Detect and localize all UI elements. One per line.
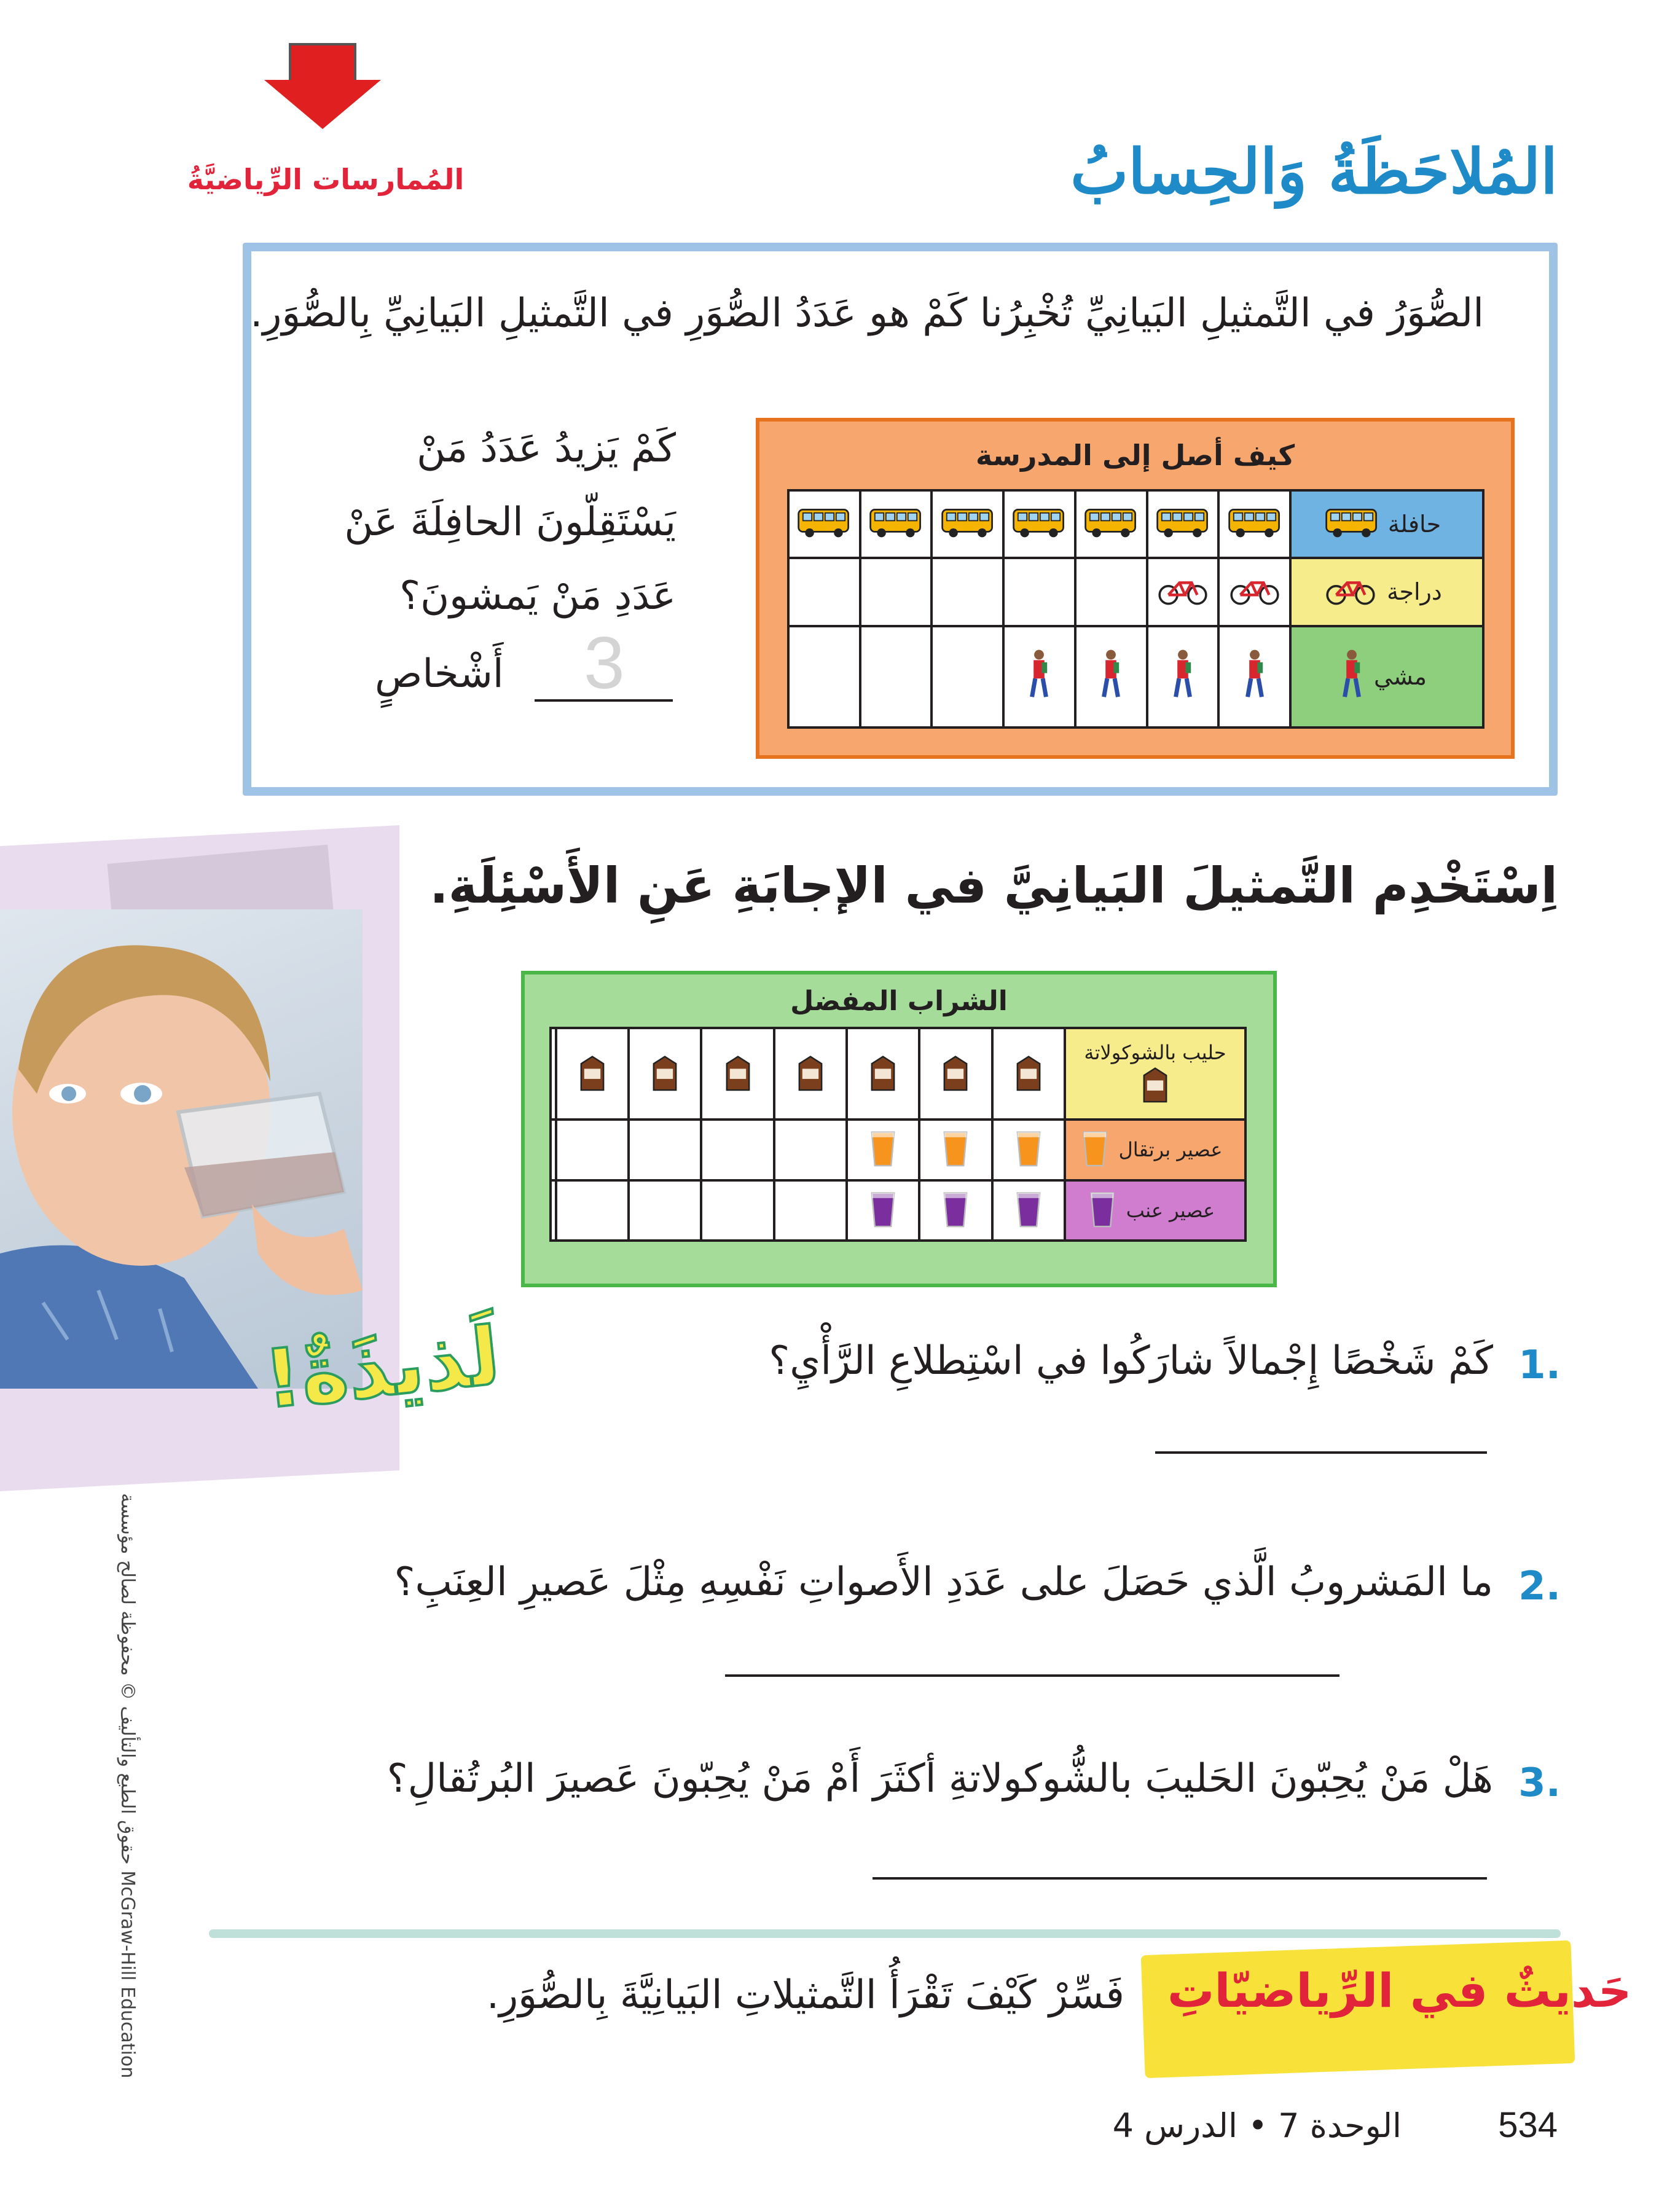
boy-drinking-photo	[0, 909, 363, 1389]
chart-row	[551, 1120, 1245, 1180]
page-title: المُلاحَظَةُ وَالحِسابُ	[1070, 135, 1558, 208]
question-1-number: 1.	[1518, 1343, 1561, 1388]
chart-row	[788, 626, 1483, 728]
picture-cell	[774, 1120, 847, 1180]
question-1-answer-line[interactable]	[1155, 1451, 1487, 1454]
boy-drinking-illustration	[0, 909, 363, 1389]
picture-cell	[701, 1028, 774, 1120]
row-label-text: مشي	[1374, 663, 1427, 691]
picture-cell	[1003, 490, 1075, 558]
orange-juice-icon	[868, 1159, 898, 1171]
chocolate-milk-icon	[868, 1084, 898, 1096]
picture-cell	[847, 1180, 919, 1241]
bus-icon	[796, 531, 852, 543]
chart-row	[788, 490, 1483, 558]
picture-cell	[774, 1180, 847, 1241]
chart-row	[551, 1028, 1245, 1120]
picture-cell	[551, 1028, 556, 1120]
grape-juice-icon	[1013, 1220, 1044, 1232]
picture-cell	[931, 490, 1003, 558]
picture-cell	[1147, 490, 1219, 558]
picture-cell	[919, 1120, 992, 1180]
math-practices-label: المُمارسات الرِّياضيَّةُ	[187, 163, 465, 196]
chocolate-milk-icon	[723, 1084, 753, 1096]
copyright-text: حقوق الطبع والتأليف © محفوظة لصالح مؤسسة McGraw-Hill Education	[117, 1493, 138, 2079]
chart-title: كيف أصل إلى المدرسة	[975, 439, 1295, 472]
picture-graph-table	[787, 489, 1484, 729]
picture-cell	[847, 1028, 919, 1120]
divider	[209, 1929, 1561, 1938]
picture-cell	[1075, 558, 1147, 626]
bus-icon	[1227, 531, 1282, 543]
picture-cell	[931, 626, 1003, 728]
walking-student-icon	[1026, 693, 1053, 705]
answer-value: 3	[584, 622, 625, 704]
question-1-text: كَمْ شَخْصًا إِجْمالاً شارَكُوا في اسْتِطلاعِ الرَّأْيِ؟	[769, 1338, 1493, 1384]
favorite-drink-chart	[521, 971, 1277, 1287]
orange-juice-icon	[940, 1159, 971, 1171]
row-label-text: دراجة	[1387, 578, 1442, 606]
row-label-text: عصير عنب	[1126, 1198, 1215, 1222]
picture-cell	[551, 1120, 556, 1180]
picture-cell	[629, 1120, 701, 1180]
row-label	[1065, 1028, 1245, 1120]
bicycle-icon	[1155, 598, 1210, 610]
row-label	[1290, 490, 1483, 558]
picture-cell	[788, 490, 860, 558]
picture-cell	[1075, 626, 1147, 728]
chart-row	[551, 1180, 1245, 1241]
picture-cell	[1147, 558, 1219, 626]
picture-cell	[556, 1120, 629, 1180]
walking-student-icon	[1241, 693, 1268, 705]
unit-lesson: الوحدة 7 • الدرس 4	[1112, 2106, 1402, 2145]
copyright-notice	[114, 1493, 151, 2079]
question-2-answer-line[interactable]	[725, 1674, 1339, 1677]
grape-juice-icon	[940, 1220, 971, 1232]
picture-cell	[919, 1180, 992, 1241]
chocolate-milk-icon	[649, 1084, 680, 1096]
row-label-text: حليب بالشوكولاتة	[1084, 1040, 1226, 1064]
picture-graph-table	[549, 1027, 1247, 1242]
yummy-caption: لَذيذَةٌ!	[260, 1309, 504, 1427]
chocolate-milk-icon	[795, 1084, 826, 1096]
picture-cell	[1003, 626, 1075, 728]
picture-cell	[788, 626, 860, 728]
picture-cell	[1003, 558, 1075, 626]
intro-question: كَمْ يَزيدُ عَدَدُ مَنْ يَسْتَقِلّونَ الحافِلَةَ عَنْ عَدَدِ مَنْ يَمشونَ؟	[344, 426, 676, 619]
grape-juice-icon	[868, 1220, 898, 1232]
question-3-number: 3.	[1518, 1760, 1561, 1806]
walking-student-icon	[1169, 693, 1196, 705]
picture-cell	[629, 1180, 701, 1241]
picture-cell	[1075, 490, 1147, 558]
bus-icon	[1083, 531, 1139, 543]
picture-cell	[860, 490, 932, 558]
page-footer	[1113, 2104, 1558, 2146]
bicycle-icon	[1227, 598, 1282, 610]
math-talk-text: فَسِّرْ كَيْفَ تَقْرَأُ التَّمثيلاتِ البَيانِيَّةَ بِالصُّوَرِ.	[486, 1972, 1124, 2018]
question-2-number: 2.	[1518, 1564, 1561, 1609]
picture-cell	[629, 1028, 701, 1120]
picture-cell	[701, 1120, 774, 1180]
picture-cell	[1218, 490, 1290, 558]
picture-cell	[860, 626, 932, 728]
picture-cell	[1218, 626, 1290, 728]
question-2-text: ما المَشروبُ الَّذي حَصَلَ على عَدَدِ الأَصواتِ نَفْسِهِ مِثْلَ عَصيرِ العِنَبِ؟	[394, 1559, 1493, 1605]
orange-juice-icon	[1080, 1159, 1110, 1171]
chocolate-milk-icon	[1013, 1084, 1044, 1096]
grape-juice-icon	[1087, 1220, 1118, 1232]
bus-icon	[940, 531, 995, 543]
question-3-answer-line[interactable]	[873, 1877, 1487, 1880]
school-transport-chart	[756, 418, 1515, 759]
picture-cell	[847, 1120, 919, 1180]
bus-icon	[1011, 531, 1067, 543]
section-heading: اِسْتَخْدِم التَّمثيلَ البَيانِيَّ في الإجابَةِ عَنِ الأَسْئِلَةِ.	[429, 857, 1558, 914]
row-label	[1065, 1120, 1245, 1180]
picture-cell	[556, 1180, 629, 1241]
picture-cell	[992, 1120, 1065, 1180]
bicycle-icon	[1323, 598, 1378, 610]
walking-student-icon	[1338, 693, 1365, 705]
chocolate-milk-icon	[1140, 1096, 1171, 1107]
arrow-head-icon	[264, 80, 381, 129]
picture-cell	[1218, 558, 1290, 626]
bus-icon	[1324, 531, 1379, 543]
picture-cell	[774, 1028, 847, 1120]
orange-juice-icon	[1013, 1159, 1044, 1171]
row-label	[1290, 558, 1483, 626]
row-label	[1290, 626, 1483, 728]
picture-cell	[931, 558, 1003, 626]
intro-text: الصُّوَرُ في التَّمثيلِ البَيانِيِّ تُخْبِرُنا كَمْ هو عَدَدُ الصُّوَرِ في التَّمثيلِ البَيانِيِّ بِالصُّوَرِ.	[250, 291, 1484, 336]
chart-row	[788, 558, 1483, 626]
walking-student-icon	[1097, 693, 1124, 705]
picture-cell	[860, 558, 932, 626]
answer-unit: أَشْخاصٍ	[375, 651, 504, 697]
picture-cell	[992, 1180, 1065, 1241]
picture-cell	[551, 1180, 556, 1241]
picture-cell	[788, 558, 860, 626]
picture-cell	[701, 1180, 774, 1241]
picture-cell	[919, 1028, 992, 1120]
question-3-text: هَلْ مَنْ يُحِبّونَ الحَليبَ بالشُّوكولاتةِ أكثَرَ أَمْ مَنْ يُحِبّونَ عَصيرَ البُرتُقالِ؟	[386, 1756, 1493, 1802]
math-talk-title: حَديثٌ في الرِّياضيّاتِ	[1167, 1963, 1632, 2018]
chocolate-milk-icon	[940, 1084, 971, 1096]
bus-icon	[1155, 531, 1210, 543]
picture-cell	[556, 1028, 629, 1120]
chocolate-milk-icon	[577, 1084, 608, 1096]
picture-cell	[1147, 626, 1219, 728]
picture-cell	[992, 1028, 1065, 1120]
bus-icon	[868, 531, 924, 543]
chart-title: الشراب المفضل	[790, 986, 1008, 1017]
row-label-text: عصير برتقال	[1118, 1138, 1223, 1162]
row-label	[1065, 1180, 1245, 1241]
page-number: 534	[1498, 2105, 1558, 2145]
row-label-text: حافلة	[1387, 511, 1441, 538]
answer-line[interactable]	[535, 699, 673, 702]
arrow-icon	[289, 43, 356, 83]
